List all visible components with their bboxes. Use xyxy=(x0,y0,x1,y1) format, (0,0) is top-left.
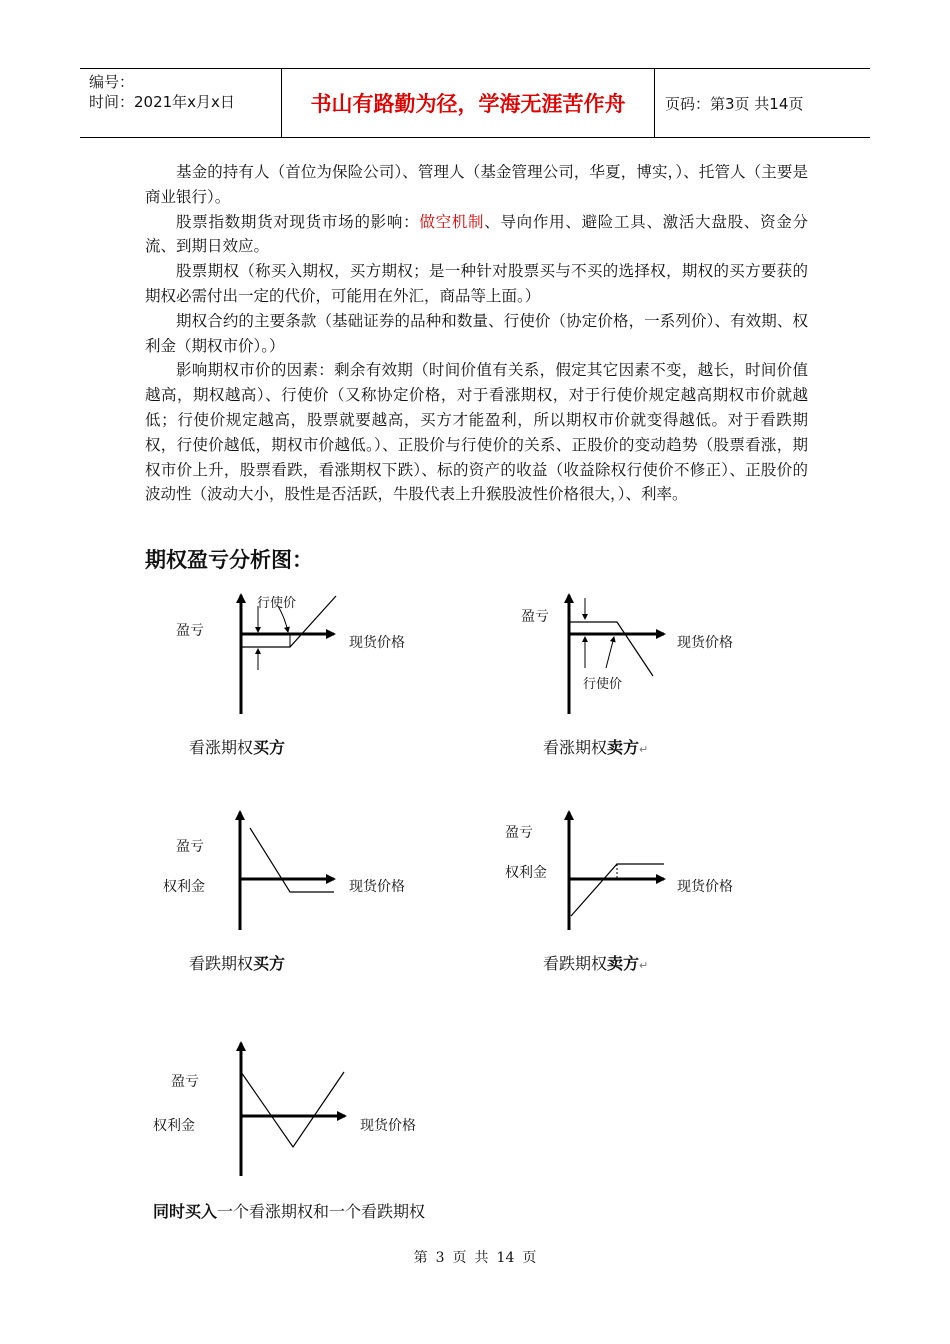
paragraph-fund-roles: 基金的持有人（首位为保险公司）、管理人（基金管理公司，华夏，博实，）、托管人（主要是商业银行）。 xyxy=(145,163,808,206)
d1-x-label: 现货价格 xyxy=(349,635,405,651)
d5-premium-label: 权利金 xyxy=(153,1118,195,1134)
d3-x-label: 现货价格 xyxy=(349,879,405,895)
d2-y-label: 盈亏 xyxy=(521,609,549,625)
d3-y-label: 盈亏 xyxy=(176,839,204,855)
d2-strike-label: 行使价 xyxy=(583,677,623,692)
header-motto: 书山有路勤为径，学海无涯苦作舟 xyxy=(282,69,655,137)
d4-premium-label: 权利金 xyxy=(505,865,547,881)
doc-time-label: 时间：2021年x月x日 xyxy=(89,93,235,111)
d4-y-label: 盈亏 xyxy=(505,825,533,841)
d4-return-mark: ↵ xyxy=(639,959,649,972)
d3-caption-b: 买方 xyxy=(253,954,286,973)
diagram-put-buyer xyxy=(240,812,334,930)
footer-page: 3 xyxy=(435,1250,445,1266)
header-page-info: 页码：第3页 共14页 xyxy=(665,95,804,113)
d1-caption-a: 看涨期权 xyxy=(189,738,254,757)
d5-caption xyxy=(153,1199,425,1222)
short-selling-highlight: 做空机制 xyxy=(419,212,485,231)
section-title: 期权盈亏分析图： xyxy=(145,548,313,572)
diagram-call-buyer xyxy=(241,595,336,714)
diagram-put-seller xyxy=(569,812,664,930)
d4-x-label: 现货价格 xyxy=(677,879,733,895)
paragraph-price-factors: 影响期权市价的因素：剩余有效期（时间价值有关系，假定其它因素不变，越长，时间价值越高，期权越高）、行使价（又称协定价格，对于看涨期权，对于行使价规定越高期权市价就越低；行使价规定越高，股票就要越高，买方才能盈利，所以期权市价就变得越低。对于看跌期权，行使价越低，期权市价越低。）、正股价与行使价的关系、正股价的变动趋势（股票看涨，期权市价上升，股票看跌，看涨期权下跌）、标的资产的收益（收益除权行使价不修正）、正股价的波动性（波动大小，股性是否活跃，牛股代表上升猴股波性价格很大，）、利率。 xyxy=(145,361,808,504)
paragraph-contract-terms: 期权合约的主要条款（基础证券的品种和数量、行使价（协定价格，一系列价）、有效期、权利金（期权市价）。） xyxy=(145,311,808,355)
d5-payoff-line xyxy=(241,1072,344,1147)
footer-c: 共 xyxy=(474,1250,489,1266)
d3-caption-a: 看跌期权 xyxy=(189,954,254,973)
d4-caption xyxy=(543,951,648,974)
d2-caption-b: 卖方 xyxy=(607,738,640,757)
d1-strike-label: 行使价 xyxy=(257,596,297,611)
d2-return-mark: ↵ xyxy=(639,743,649,756)
d1-y-label: 盈亏 xyxy=(176,623,204,639)
p2-after: 、导向作用、避险工具、激活大盘股、资金分流、到期日效应。 xyxy=(145,212,808,256)
diagram-straddle xyxy=(241,1043,345,1176)
d2-caption-a: 看涨期权 xyxy=(543,738,608,757)
footer-b: 页 xyxy=(452,1250,467,1266)
diagram-call-seller xyxy=(569,595,664,714)
d4-payoff-line xyxy=(571,864,664,916)
d4-caption-a: 看跌期权 xyxy=(543,954,608,973)
d1-caption-b: 买方 xyxy=(253,738,286,757)
footer-a: 第 xyxy=(413,1250,428,1266)
d4-caption-b: 卖方 xyxy=(607,954,640,973)
d5-x-label: 现货价格 xyxy=(360,1118,416,1134)
d1-caption xyxy=(189,735,285,758)
d2-caption xyxy=(543,735,648,758)
d3-payoff-line xyxy=(250,828,334,892)
d2-strike-arrow-right xyxy=(606,637,614,668)
d3-premium-label: 权利金 xyxy=(163,879,205,895)
d5-y-label: 盈亏 xyxy=(171,1074,199,1090)
p2-before: 股票指数期货对现货市场的影响： xyxy=(176,212,420,231)
footer-total: 14 xyxy=(496,1250,515,1266)
d3-caption xyxy=(189,951,285,974)
d5-caption-a: 同时买入 xyxy=(153,1202,218,1221)
doc-number-label: 编号： xyxy=(89,73,135,91)
paragraph-stock-option: 股票期权（称买入期权，买方期权；是一种针对股票买与不买的选择权，期权的买方要获的期权必需付出一定的代价，可能用在外汇，商品等上面。） xyxy=(145,262,808,305)
d5-caption-b: 一个看涨期权和一个看跌期权 xyxy=(217,1202,426,1221)
d2-x-label: 现货价格 xyxy=(677,635,733,651)
footer-d: 页 xyxy=(522,1250,537,1266)
page-footer xyxy=(0,1247,950,1267)
